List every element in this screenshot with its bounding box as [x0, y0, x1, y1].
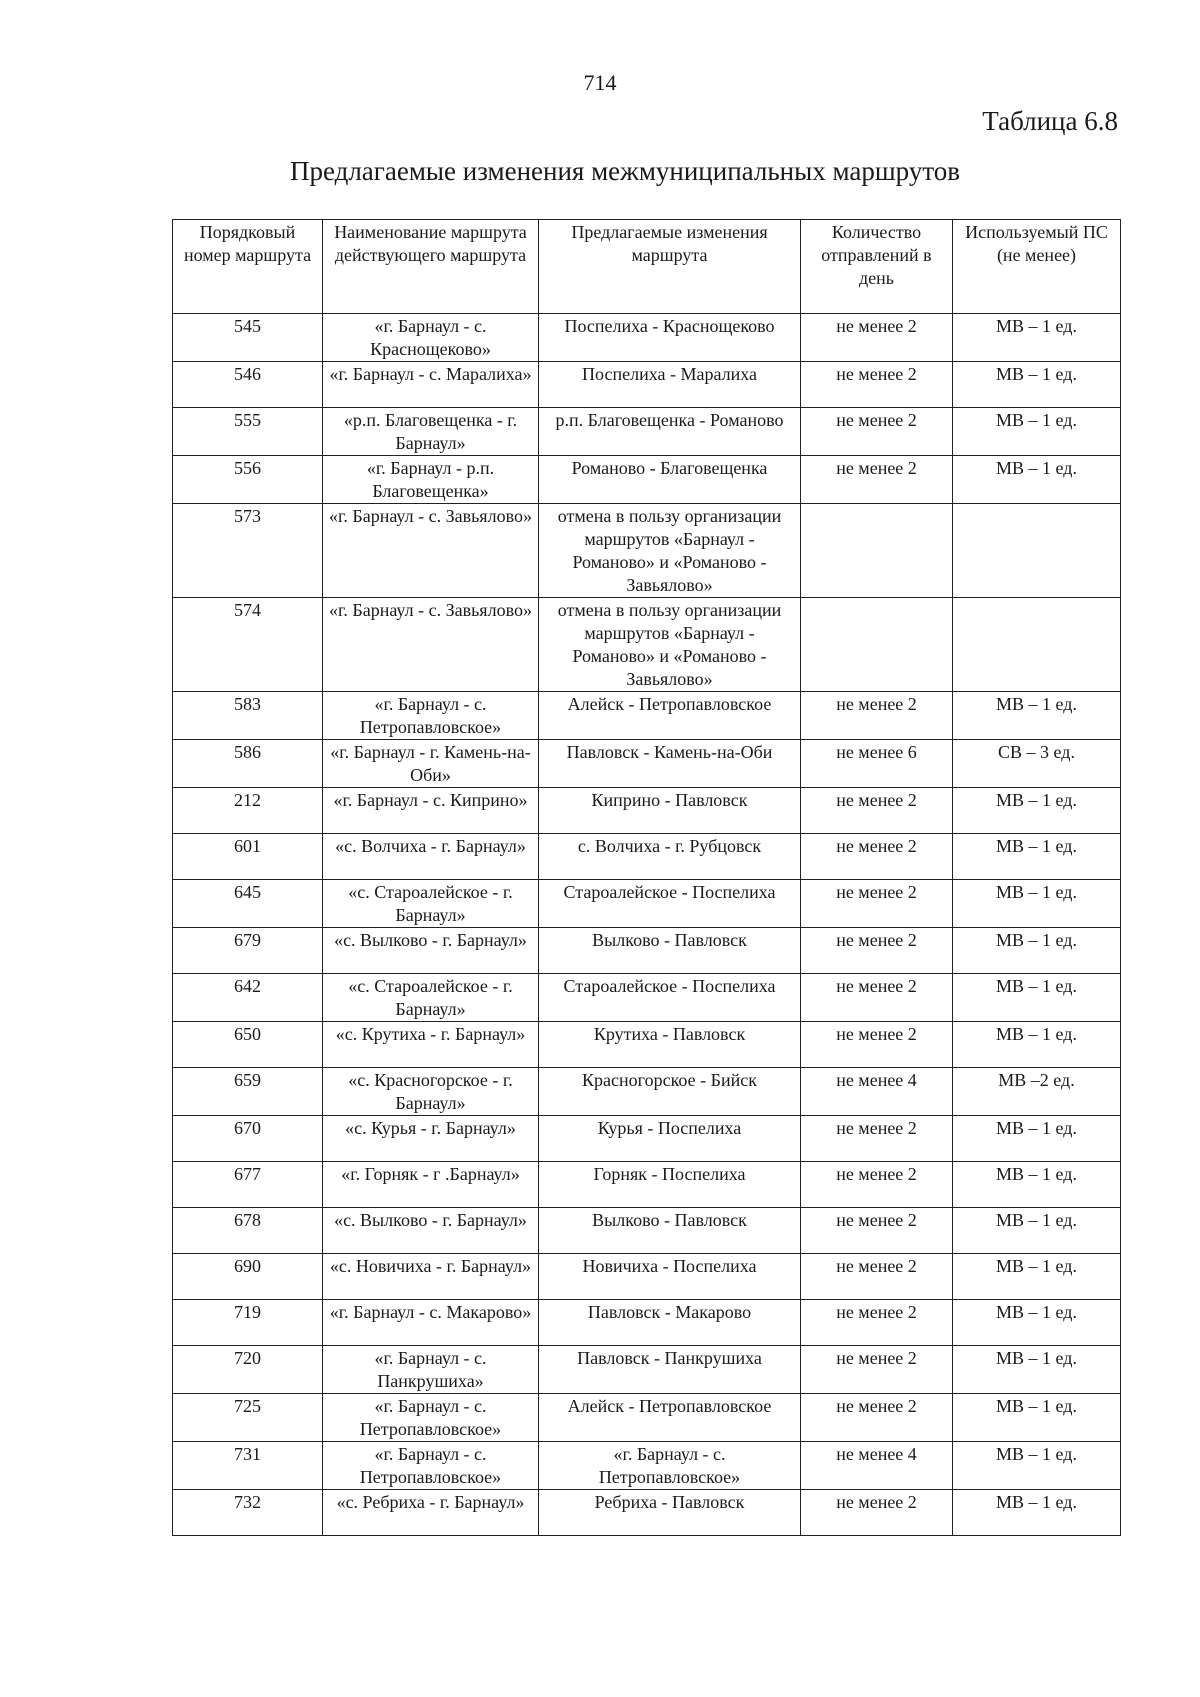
- table-row: [173, 504, 1121, 598]
- route-name-cell: «г. Барнаул - с. Краснощеково»: [323, 314, 539, 362]
- column-header-proposed-changes: Предлагаемые изменения маршрута: [539, 220, 801, 314]
- route-number-cell: 556: [173, 456, 323, 504]
- table-row: [173, 928, 1121, 974]
- route-name-cell: «р.п. Благовещенка - г. Барнаул»: [323, 408, 539, 456]
- vehicle-cell: МВ – 1 ед.: [953, 456, 1121, 504]
- route-name-cell: «с. Ребриха - г. Барнаул»: [323, 1490, 539, 1536]
- table-body: [173, 314, 1121, 1536]
- departures-cell: не менее 2: [801, 456, 953, 504]
- proposed-changes-cell: с. Волчиха - г. Рубцовск: [539, 834, 801, 880]
- table-row: [173, 880, 1121, 928]
- table-row: [173, 974, 1121, 1022]
- departures-cell: не менее 2: [801, 314, 953, 362]
- proposed-changes-cell: Поспелиха - Маралиха: [539, 362, 801, 408]
- route-name-cell: «с. Курья - г. Барнаул»: [323, 1116, 539, 1162]
- vehicle-cell: МВ – 1 ед.: [953, 1346, 1121, 1394]
- proposed-changes-cell: Павловск - Панкрушиха: [539, 1346, 801, 1394]
- table-label: Таблица 6.8: [982, 106, 1118, 136]
- column-header-departures-per-day: Количество отправлений в день: [801, 220, 953, 314]
- proposed-changes-cell: Романово - Благовещенка: [539, 456, 801, 504]
- route-name-cell: «с. Староалейское - г. Барнаул»: [323, 974, 539, 1022]
- departures-cell: не менее 2: [801, 880, 953, 928]
- route-number-cell: 645: [173, 880, 323, 928]
- vehicle-cell: МВ – 1 ед.: [953, 1022, 1121, 1068]
- departures-cell: не менее 2: [801, 1346, 953, 1394]
- route-name-cell: «с. Вылково - г. Барнаул»: [323, 928, 539, 974]
- route-number-cell: 659: [173, 1068, 323, 1116]
- departures-cell: не менее 4: [801, 1068, 953, 1116]
- table-row: [173, 1490, 1121, 1536]
- route-number-cell: 642: [173, 974, 323, 1022]
- vehicle-cell: МВ – 1 ед.: [953, 1442, 1121, 1490]
- departures-cell: [801, 598, 953, 692]
- route-name-cell: «г. Барнаул - с. Завьялово»: [323, 598, 539, 692]
- route-name-cell: «с. Красногорское - г. Барнаул»: [323, 1068, 539, 1116]
- document-title: Предлагаемые изменения межмуниципальных маршрутов: [289, 156, 961, 186]
- route-name-cell: «с. Волчиха - г. Барнаул»: [323, 834, 539, 880]
- proposed-changes-cell: Ребриха - Павловск: [539, 1490, 801, 1536]
- departures-cell: не менее 2: [801, 362, 953, 408]
- table-row: [173, 598, 1121, 692]
- vehicle-cell: МВ – 1 ед.: [953, 1490, 1121, 1536]
- vehicle-cell: [953, 504, 1121, 598]
- proposed-changes-cell: Староалейское - Поспелиха: [539, 880, 801, 928]
- proposed-changes-cell: Красногорское - Бийск: [539, 1068, 801, 1116]
- route-name-cell: «г. Барнаул - с. Макарово»: [323, 1300, 539, 1346]
- route-name-cell: «г. Барнаул - с. Петропавловское»: [323, 1394, 539, 1442]
- route-name-cell: «с. Вылково - г. Барнаул»: [323, 1208, 539, 1254]
- vehicle-cell: МВ – 1 ед.: [953, 1254, 1121, 1300]
- column-header-route-number: Порядковый номер маршрута: [173, 220, 323, 314]
- table-row: [173, 1068, 1121, 1116]
- route-number-cell: 731: [173, 1442, 323, 1490]
- departures-cell: не менее 2: [801, 834, 953, 880]
- departures-cell: не менее 2: [801, 788, 953, 834]
- departures-cell: не менее 2: [801, 1490, 953, 1536]
- proposed-changes-cell: Новичиха - Поспелиха: [539, 1254, 801, 1300]
- route-name-cell: «с. Староалейское - г. Барнаул»: [323, 880, 539, 928]
- vehicle-cell: МВ – 1 ед.: [953, 692, 1121, 740]
- proposed-changes-cell: отмена в пользу организации маршрутов «Барнаул - Романово» и «Романово - Завьялово»: [539, 598, 801, 692]
- table-row: [173, 1394, 1121, 1442]
- route-number-cell: 583: [173, 692, 323, 740]
- proposed-changes-cell: Алейск - Петропавловское: [539, 692, 801, 740]
- vehicle-cell: МВ – 1 ед.: [953, 1116, 1121, 1162]
- vehicle-cell: МВ – 1 ед.: [953, 314, 1121, 362]
- vehicle-cell: МВ – 1 ед.: [953, 1208, 1121, 1254]
- routes-table: [172, 219, 1121, 1536]
- proposed-changes-cell: «г. Барнаул - с. Петропавловское»: [539, 1442, 801, 1490]
- route-name-cell: «г. Барнаул - с. Петропавловское»: [323, 1442, 539, 1490]
- departures-cell: не менее 2: [801, 1300, 953, 1346]
- departures-cell: не менее 6: [801, 740, 953, 788]
- proposed-changes-cell: Крутиха - Павловск: [539, 1022, 801, 1068]
- table-row: [173, 408, 1121, 456]
- route-name-cell: «г. Барнаул - с. Маралиха»: [323, 362, 539, 408]
- route-number-cell: 546: [173, 362, 323, 408]
- table-row: [173, 834, 1121, 880]
- departures-cell: не менее 4: [801, 1442, 953, 1490]
- route-number-cell: 586: [173, 740, 323, 788]
- route-number-cell: 601: [173, 834, 323, 880]
- departures-cell: не менее 2: [801, 1208, 953, 1254]
- table-row: [173, 314, 1121, 362]
- table-row: [173, 1254, 1121, 1300]
- route-number-cell: 679: [173, 928, 323, 974]
- proposed-changes-cell: отмена в пользу организации маршрутов «Барнаул - Романово» и «Романово - Завьялово»: [539, 504, 801, 598]
- vehicle-cell: МВ – 1 ед.: [953, 928, 1121, 974]
- vehicle-cell: МВ – 1 ед.: [953, 362, 1121, 408]
- table-row: [173, 1442, 1121, 1490]
- table-row: [173, 692, 1121, 740]
- vehicle-cell: [953, 598, 1121, 692]
- table-row: [173, 788, 1121, 834]
- route-number-cell: 212: [173, 788, 323, 834]
- table-row: [173, 1162, 1121, 1208]
- route-name-cell: «г. Барнаул - с. Петропавловское»: [323, 692, 539, 740]
- column-header-route-name: Наименование маршрута действующего маршрута: [323, 220, 539, 314]
- proposed-changes-cell: Курья - Поспелиха: [539, 1116, 801, 1162]
- route-name-cell: «с. Новичиха - г. Барнаул»: [323, 1254, 539, 1300]
- table-row: [173, 362, 1121, 408]
- table-row: [173, 1022, 1121, 1068]
- vehicle-cell: МВ – 1 ед.: [953, 1394, 1121, 1442]
- departures-cell: не менее 2: [801, 1254, 953, 1300]
- route-number-cell: 725: [173, 1394, 323, 1442]
- table-row: [173, 1300, 1121, 1346]
- page-number: 714: [583, 70, 617, 95]
- table-row: [173, 1208, 1121, 1254]
- vehicle-cell: МВ – 1 ед.: [953, 880, 1121, 928]
- route-number-cell: 573: [173, 504, 323, 598]
- vehicle-cell: МВ – 1 ед.: [953, 408, 1121, 456]
- departures-cell: [801, 504, 953, 598]
- route-number-cell: 690: [173, 1254, 323, 1300]
- departures-cell: не менее 2: [801, 1394, 953, 1442]
- table-row: [173, 1116, 1121, 1162]
- route-number-cell: 545: [173, 314, 323, 362]
- departures-cell: не менее 2: [801, 692, 953, 740]
- departures-cell: не менее 2: [801, 1162, 953, 1208]
- route-number-cell: 650: [173, 1022, 323, 1068]
- table-header-row: [173, 220, 1121, 314]
- departures-cell: не менее 2: [801, 928, 953, 974]
- route-number-cell: 719: [173, 1300, 323, 1346]
- route-name-cell: «с. Крутиха - г. Барнаул»: [323, 1022, 539, 1068]
- proposed-changes-cell: Павловск - Макарово: [539, 1300, 801, 1346]
- route-number-cell: 670: [173, 1116, 323, 1162]
- vehicle-cell: МВ – 1 ед.: [953, 1300, 1121, 1346]
- departures-cell: не менее 2: [801, 408, 953, 456]
- route-number-cell: 732: [173, 1490, 323, 1536]
- table-row: [173, 740, 1121, 788]
- vehicle-cell: МВ – 1 ед.: [953, 788, 1121, 834]
- proposed-changes-cell: Киприно - Павловск: [539, 788, 801, 834]
- route-number-cell: 720: [173, 1346, 323, 1394]
- vehicle-cell: МВ – 1 ед.: [953, 1162, 1121, 1208]
- proposed-changes-cell: Поспелиха - Краснощеково: [539, 314, 801, 362]
- proposed-changes-cell: Староалейское - Поспелиха: [539, 974, 801, 1022]
- route-name-cell: «г. Барнаул - г. Камень-на-Оби»: [323, 740, 539, 788]
- column-header-vehicle-type: Используемый ПС (не менее): [953, 220, 1121, 314]
- proposed-changes-cell: р.п. Благовещенка - Романово: [539, 408, 801, 456]
- proposed-changes-cell: Алейск - Петропавловское: [539, 1394, 801, 1442]
- route-number-cell: 678: [173, 1208, 323, 1254]
- departures-cell: не менее 2: [801, 1022, 953, 1068]
- route-number-cell: 574: [173, 598, 323, 692]
- route-name-cell: «г. Горняк - г .Барнаул»: [323, 1162, 539, 1208]
- vehicle-cell: СВ – 3 ед.: [953, 740, 1121, 788]
- vehicle-cell: МВ –2 ед.: [953, 1068, 1121, 1116]
- proposed-changes-cell: Вылково - Павловск: [539, 928, 801, 974]
- route-number-cell: 677: [173, 1162, 323, 1208]
- table-row: [173, 456, 1121, 504]
- route-name-cell: «г. Барнаул - с. Панкрушиха»: [323, 1346, 539, 1394]
- departures-cell: не менее 2: [801, 974, 953, 1022]
- departures-cell: не менее 2: [801, 1116, 953, 1162]
- route-name-cell: «г. Барнаул - р.п. Благовещенка»: [323, 456, 539, 504]
- proposed-changes-cell: Горняк - Поспелиха: [539, 1162, 801, 1208]
- vehicle-cell: МВ – 1 ед.: [953, 834, 1121, 880]
- table-row: [173, 1346, 1121, 1394]
- proposed-changes-cell: Вылково - Павловск: [539, 1208, 801, 1254]
- route-name-cell: «г. Барнаул - с. Завьялово»: [323, 504, 539, 598]
- vehicle-cell: МВ – 1 ед.: [953, 974, 1121, 1022]
- proposed-changes-cell: Павловск - Камень-на-Оби: [539, 740, 801, 788]
- route-name-cell: «г. Барнаул - с. Киприно»: [323, 788, 539, 834]
- route-number-cell: 555: [173, 408, 323, 456]
